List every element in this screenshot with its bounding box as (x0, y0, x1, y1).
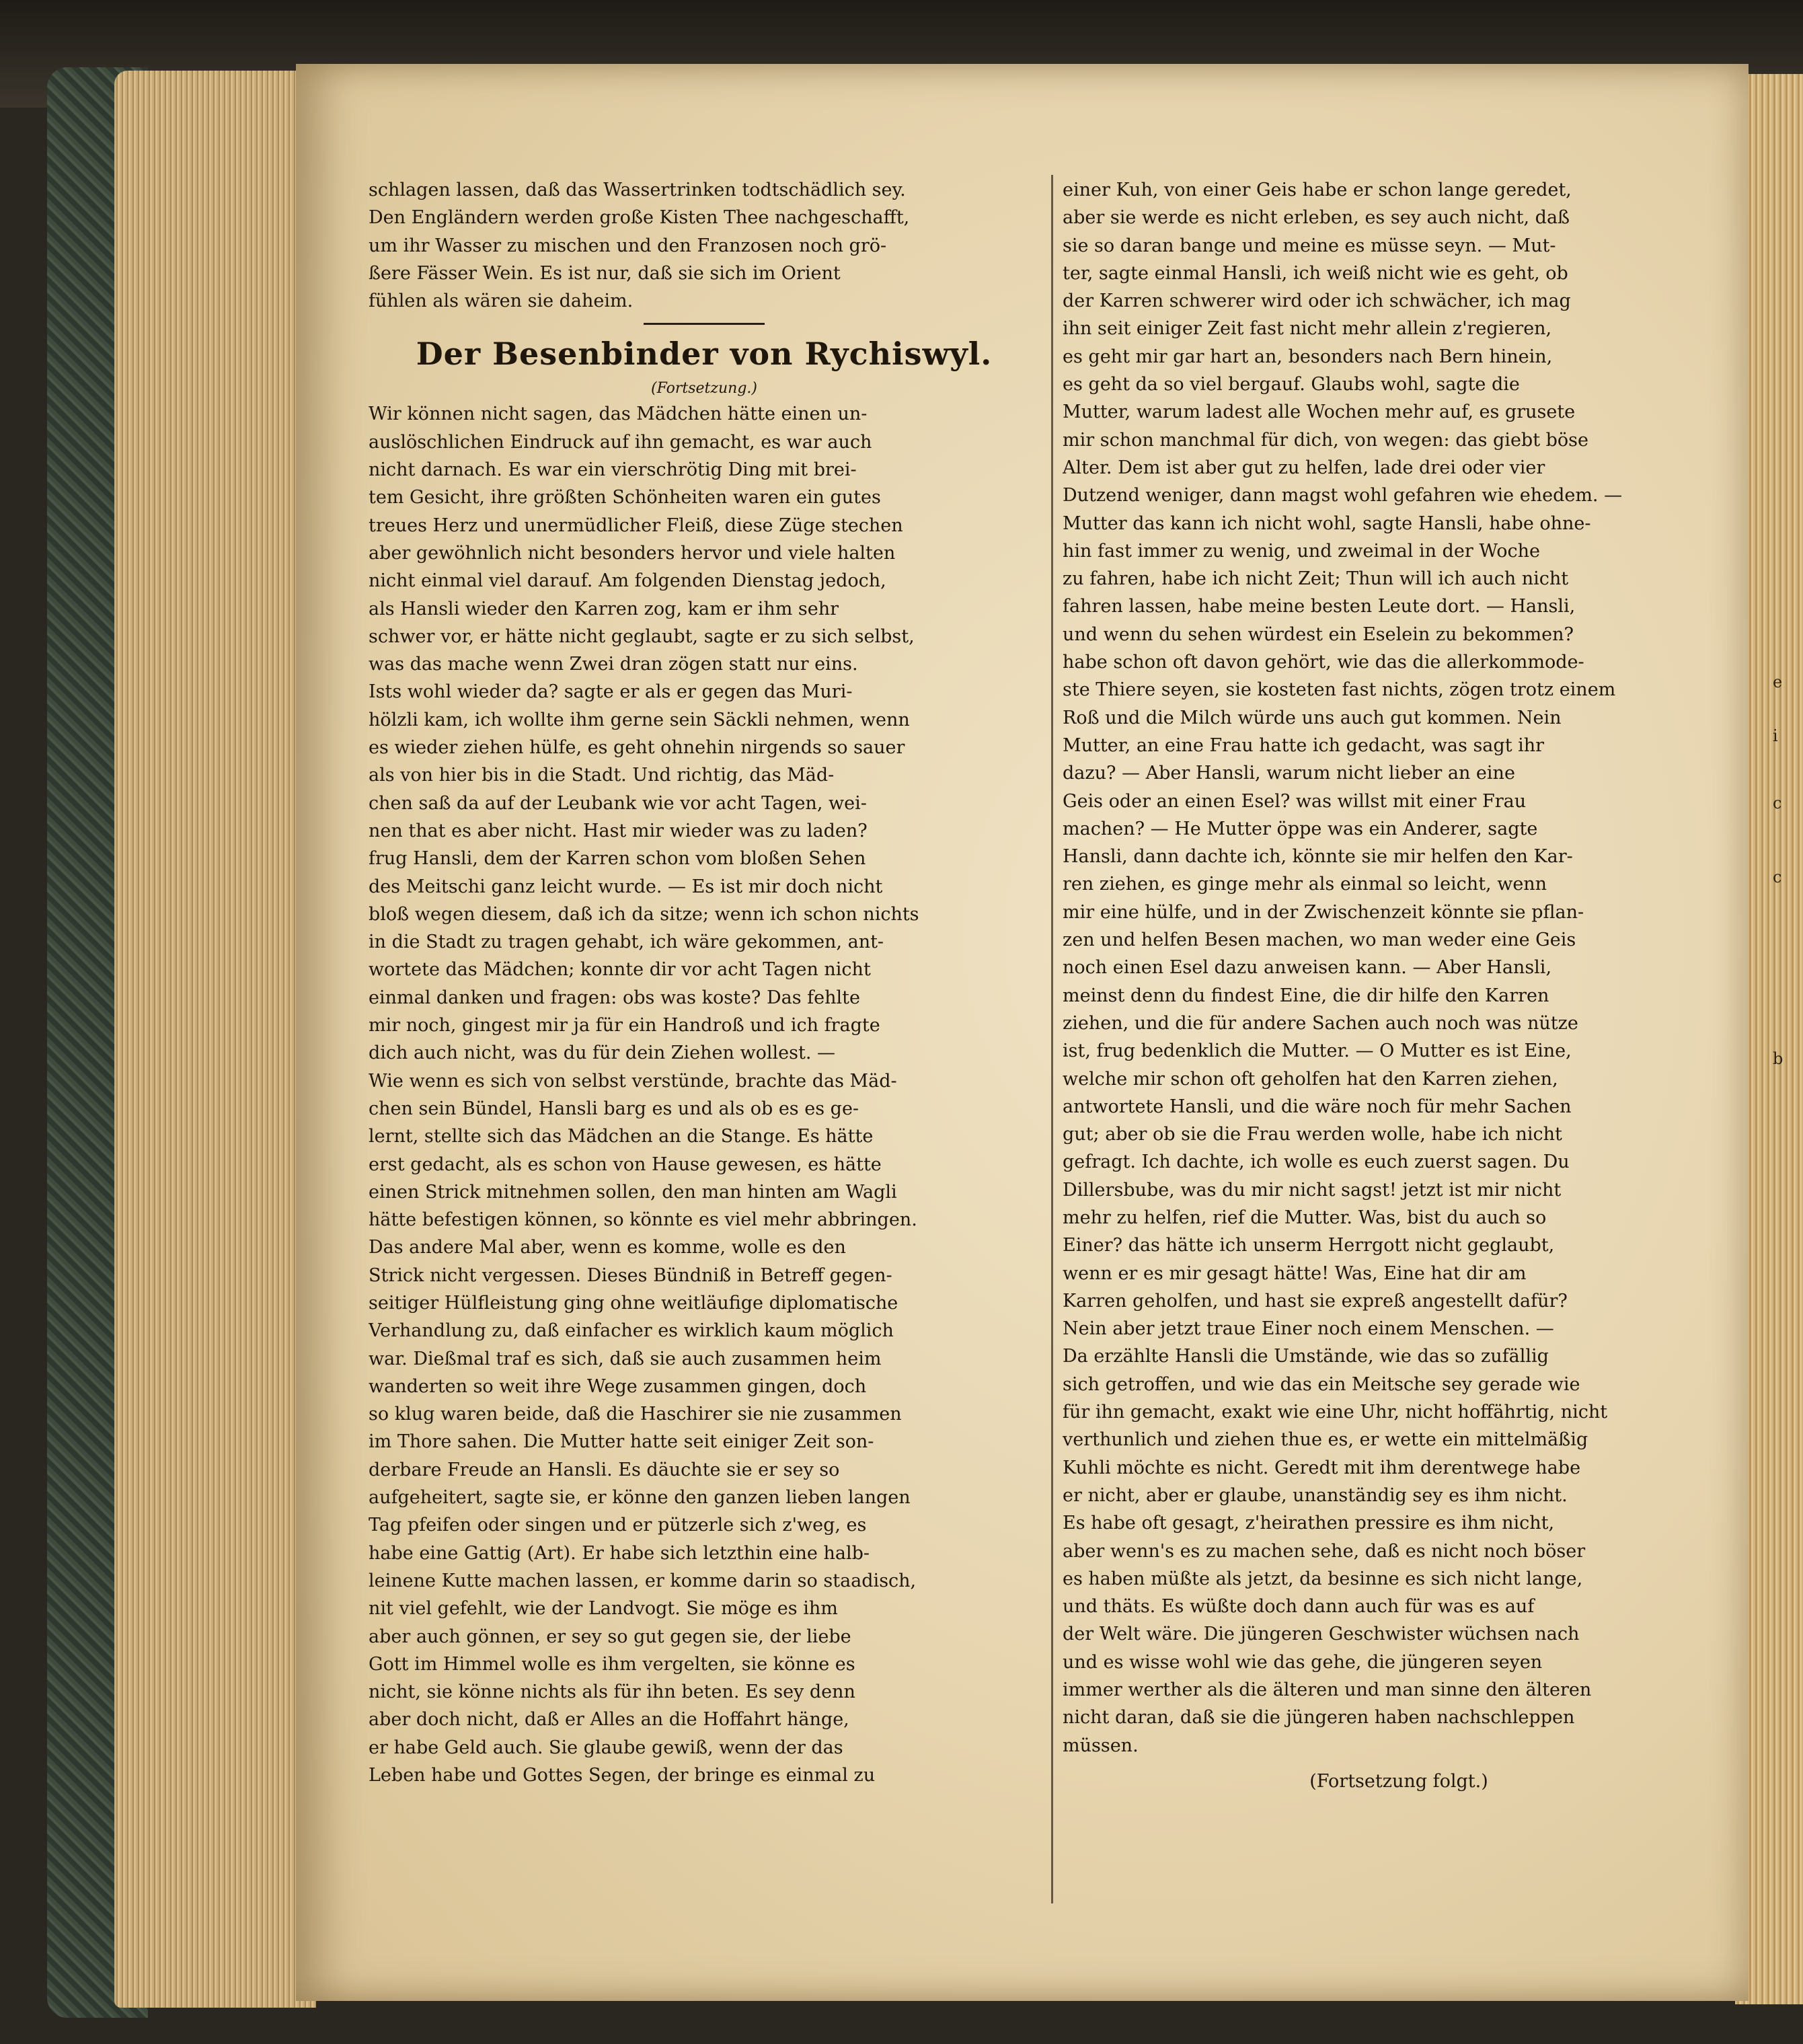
text-line: auslöschlichen Eindruck auf ihn gemacht, es war auch (369, 431, 872, 453)
text-line: Leben habe und Gottes Segen, der bringe es einmal zu (369, 1765, 876, 1786)
text-line: einmal danken und fragen: obs was koste? Das fehlte (369, 987, 860, 1008)
text-line: nicht einmal viel darauf. Am folgenden Dienstag jedoch, (369, 570, 886, 592)
page-edges-left (114, 71, 316, 2008)
left-body-text (369, 400, 1040, 1789)
intro-paragraph (369, 176, 1040, 315)
text-line: habe eine Gattig (Art). Er habe sich letzthin eine halb- (369, 1542, 870, 1564)
article-subheading: (Fortsetzung.) (651, 380, 757, 398)
text-line: hätte befestigen können, so könnte es viel mehr abbringen. (369, 1209, 917, 1231)
text-line: Wir können nicht sagen, das Mädchen hätte einen un- (369, 404, 868, 425)
text-line: um ihr Wasser zu mischen und den Franzosen noch grö- (369, 235, 887, 256)
text-line: bloß wegen diesem, daß ich da sitze; wenn ich schon nichts (369, 903, 919, 925)
text-line: leinene Kutte machen lassen, er komme darin so staadisch, (369, 1570, 917, 1591)
text-line: Dutzend weniger, dann magst wohl gefahren wie ehedem. — (1063, 485, 1623, 506)
text-line: ren ziehen, es ginge mehr als einmal so leicht, wenn (1063, 874, 1547, 895)
text-line: er habe Geld auch. Sie glaube gewiß, wenn der das (369, 1737, 843, 1758)
text-line: chen saß da auf der Leubank wie vor acht Tagen, wei- (369, 792, 867, 814)
text-line: zen und helfen Besen machen, wo man weder eine Geis (1063, 930, 1576, 951)
text-line: schlagen lassen, daß das Wassertrinken todtschädlich sey. (369, 180, 906, 200)
text-line: Das andere Mal aber, wenn es komme, wolle es den (369, 1237, 846, 1258)
text-line: wenn er es mir gesagt hätte! Was, Eine hat dir am (1063, 1262, 1527, 1284)
text-line: Roß und die Milch würde uns auch gut kommen. Nein (1063, 707, 1562, 728)
text-line: der Welt wäre. Die jüngeren Geschwister wüchsen nach (1063, 1624, 1580, 1645)
text-line: einen Strick mitnehmen sollen, den man hinten am Wagli (369, 1181, 897, 1203)
text-line: in die Stadt zu tragen gehabt, ich wäre gekommen, ant- (369, 932, 884, 953)
text-line: aber doch nicht, daß er Alles an die Hoffahrt hänge, (369, 1709, 849, 1731)
text-line: erst gedacht, als es schon von Hause gewesen, es hätte (369, 1153, 882, 1175)
text-line: der Karren schwerer wird oder ich schwächer, ich mag (1063, 291, 1571, 312)
text-line: Mutter das kann ich nicht wohl, sagte Hansli, habe ohne- (1063, 513, 1591, 534)
text-line: und wenn du sehen würdest ein Eselein zu bekommen? (1063, 623, 1574, 645)
edge-glyph: b (1773, 1049, 1783, 1068)
text-line: Gott im Himmel wolle es ihm vergelten, sie könne es (369, 1653, 855, 1675)
text-line: war. Dießmal traf es sich, daß sie auch zusammen heim (369, 1348, 882, 1369)
text-line: mir eine hülfe, und in der Zwischenzeit könnte sie pflan- (1063, 901, 1584, 923)
text-line: seitiger Hülfleistung ging ohne weitläufige diplomatische (369, 1292, 898, 1314)
text-line: Mutter, an eine Frau hatte ich gedacht, was sagt ihr (1063, 734, 1545, 756)
text-line: aber auch gönnen, er sey so gut gegen sie, der liebe (369, 1626, 851, 1647)
text-line: nicht daran, daß sie die jüngeren haben nachschleppen (1063, 1707, 1575, 1729)
text-line: chen sein Bündel, Hansli barg es und als ob es es ge- (369, 1098, 859, 1119)
text-line: des Meitschi ganz leicht wurde. — Es ist mir doch nicht (369, 876, 883, 897)
column-divider (1051, 175, 1053, 1903)
right-body-text (1063, 176, 1735, 1759)
text-line: als von hier bis in die Stadt. Und richtig, das Mäd- (369, 765, 835, 786)
text-line: mir noch, gingest mir ja für ein Handroß und ich fragte (369, 1015, 880, 1036)
text-line: welche mir schon oft geholfen hat den Karren ziehen, (1063, 1068, 1558, 1090)
text-line: es wieder ziehen hülfe, es geht ohnehin nirgends so sauer (369, 737, 905, 759)
text-line: Tag pfeifen oder singen und er pützerle sich z'weg, es (369, 1515, 867, 1536)
text-line: Den Engländern werden große Kisten Thee nachgeschafft, (369, 207, 910, 229)
text-line: einer Kuh, von einer Geis habe er schon lange geredet, (1063, 180, 1572, 200)
text-line: und es wisse wohl wie das gehe, die jüngeren seyen (1063, 1651, 1543, 1673)
text-line: ist, frug bedenklich die Mutter. — O Mutter es ist Eine, (1063, 1040, 1572, 1062)
text-line: mehr zu helfen, rief die Mutter. Was, bist du auch so (1063, 1207, 1547, 1228)
text-line: was das mache wenn Zwei dran zögen statt nur eins. (369, 654, 858, 675)
text-line: ter, sagte einmal Hansli, ich weiß nicht wie es geht, ob (1063, 262, 1568, 284)
text-line: treues Herz und unermüdlicher Fleiß, diese Züge stechen (369, 515, 903, 536)
text-line: gut; aber ob sie die Frau werden wolle, habe ich nicht (1063, 1124, 1562, 1145)
section-divider (644, 323, 765, 325)
text-line: Es habe oft gesagt, z'heirathen pressire es ihm nicht, (1063, 1513, 1555, 1534)
text-line: lernt, stellte sich das Mädchen an die Stange. Es hätte (369, 1126, 874, 1147)
text-line: ihn seit einiger Zeit fast nicht mehr allein z'regieren, (1063, 318, 1552, 340)
text-line: aber gewöhnlich nicht besonders hervor und viele halten (369, 542, 896, 564)
text-line: aber sie werde es nicht erleben, es sey auch nicht, daß (1063, 207, 1570, 229)
text-line: Kuhli möchte es nicht. Geredt mit ihm derentwege habe (1063, 1457, 1581, 1478)
text-line: Alter. Dem ist aber gut zu helfen, lade drei oder vier (1063, 457, 1545, 478)
text-line: gefragt. Ich dachte, ich wolle es euch zuerst sagen. Du (1063, 1151, 1570, 1173)
text-line: immer werther als die älteren und man sinne den älteren (1063, 1679, 1592, 1701)
left-column (369, 176, 1040, 1789)
text-line: Ists wohl wieder da? sagte er als er gegen das Muri- (369, 681, 853, 703)
text-line: er nicht, aber er glaube, unanständig sey es ihm nicht. (1063, 1484, 1568, 1506)
text-line: Nein aber jetzt traue Einer noch einem Menschen. — (1063, 1318, 1554, 1340)
text-line: so klug waren beide, daß die Haschirer sie nie zusammen (369, 1404, 902, 1425)
text-line: es geht da so viel bergauf. Glaubs wohl, sagte die (1063, 374, 1520, 395)
text-line: ste Thiere seyen, sie kosteten fast nichts, zögen trotz einem (1063, 679, 1616, 701)
continued-note: (Fortsetzung folgt.) (1309, 1770, 1488, 1792)
edge-glyph: i (1773, 726, 1778, 745)
text-line: machen? — He Mutter öppe was ein Anderer, sagte (1063, 818, 1538, 839)
text-line: fühlen als wären sie daheim. (369, 291, 634, 312)
text-line: tem Gesicht, ihre größten Schönheiten waren ein gutes (369, 487, 881, 508)
edge-glyph: e (1773, 673, 1783, 691)
text-line: Hansli, dann dachte ich, könnte sie mir helfen den Kar- (1063, 846, 1573, 868)
article-heading: Der Besenbinder von Rychiswyl. (416, 336, 993, 373)
text-line: Verhandlung zu, daß einfacher es wirklich kaum möglich (369, 1320, 894, 1342)
text-line: Einer? das hätte ich unserm Herrgott nicht geglaubt, (1063, 1235, 1555, 1256)
text-line: es haben müßte als jetzt, da besinne es sich nicht lange, (1063, 1568, 1583, 1589)
text-line: wortete das Mädchen; konnte dir vor acht Tagen nicht (369, 959, 871, 981)
text-line: Da erzählte Hansli die Umstände, wie das so zufällig (1063, 1346, 1549, 1367)
text-line: nit viel gefehlt, wie der Landvogt. Sie möge es ihm (369, 1598, 838, 1620)
text-line: Mutter, warum ladest alle Wochen mehr auf, es grusete (1063, 402, 1576, 423)
text-line: aber wenn's es zu machen sehe, daß es nicht noch böser (1063, 1540, 1586, 1562)
text-line: Wie wenn es sich von selbst verstünde, brachte das Mäd- (369, 1070, 897, 1092)
text-line: schwer vor, er hätte nicht geglaubt, sagte er zu sich selbst, (369, 626, 915, 647)
right-column (1063, 176, 1735, 1795)
text-line: mir schon manchmal für dich, von wegen: das giebt böse (1063, 429, 1589, 451)
text-line: Dillersbube, was du mir nicht sagst! jetzt ist mir nicht (1063, 1179, 1562, 1201)
text-line: ßere Fässer Wein. Es ist nur, daß sie sich im Orient (369, 262, 841, 284)
text-line: habe schon oft davon gehört, wie das die allerkommode- (1063, 652, 1584, 673)
text-line: es geht mir gar hart an, besonders nach Bern hinein, (1063, 346, 1553, 367)
text-line: und thäts. Es wüßte doch dann auch für was es auf (1063, 1596, 1535, 1618)
text-line: dich auch nicht, was du für dein Ziehen wollest. — (369, 1043, 835, 1064)
text-line: frug Hansli, dem der Karren schon vom bloßen Sehen (369, 848, 866, 870)
text-line: dazu? — Aber Hansli, warum nicht lieber an eine (1063, 763, 1515, 784)
text-line: meinst denn du findest Eine, die dir hilfe den Karren (1063, 985, 1549, 1006)
text-line: im Thore sahen. Die Mutter hatte seit einiger Zeit son- (369, 1431, 874, 1453)
text-line: fahren lassen, habe meine besten Leute dort. — Hansli, (1063, 596, 1576, 617)
text-line: müssen. (1063, 1735, 1139, 1756)
edge-glyph: c (1773, 794, 1782, 812)
text-line: hin fast immer zu wenig, und zweimal in der Woche (1063, 540, 1540, 562)
text-line: ziehen, und die für andere Sachen auch noch was nütze (1063, 1012, 1578, 1034)
text-line: Strick nicht vergessen. Dieses Bündniß in Betreff gegen- (369, 1264, 892, 1286)
edge-glyph: c (1773, 868, 1782, 886)
text-line: nen that es aber nicht. Hast mir wieder was zu laden? (369, 820, 868, 841)
text-line: nicht, sie könne nichts als für ihn beten. Es sey denn (369, 1681, 855, 1703)
text-line: für ihn gemacht, exakt wie eine Uhr, nicht hoffährtig, nicht (1063, 1402, 1608, 1423)
text-line: verthunlich und ziehen thue es, er wette ein mittelmäßig (1063, 1429, 1588, 1451)
text-line: sich getroffen, und wie das ein Meitsche sey gerade wie (1063, 1373, 1580, 1395)
text-line: zu fahren, habe ich nicht Zeit; Thun will ich auch nicht (1063, 568, 1569, 590)
text-line: Geis oder an einen Esel? was willst mit einer Frau (1063, 790, 1527, 812)
text-line: als Hansli wieder den Karren zog, kam er ihm sehr (369, 598, 839, 619)
text-line: noch einen Esel dazu anweisen kann. — Aber Hansli, (1063, 957, 1552, 979)
text-line: derbare Freude an Hansli. Es däuchte sie er sey so (369, 1459, 840, 1480)
text-line: hölzli kam, ich wollte ihm gerne sein Säckli nehmen, wenn (369, 709, 910, 730)
text-line: Karren geholfen, und hast sie expreß angestellt dafür? (1063, 1290, 1568, 1312)
text-line: wanderten so weit ihre Wege zusammen gingen, doch (369, 1375, 867, 1397)
text-line: nicht darnach. Es war ein vierschrötig Ding mit brei- (369, 459, 857, 481)
text-line: sie so daran bange und meine es müsse seyn. — Mut- (1063, 235, 1556, 256)
text-line: antwortete Hansli, und die wäre noch für mehr Sachen (1063, 1096, 1572, 1117)
text-line: aufgeheitert, sagte sie, er könne den ganzen lieben langen (369, 1487, 911, 1509)
